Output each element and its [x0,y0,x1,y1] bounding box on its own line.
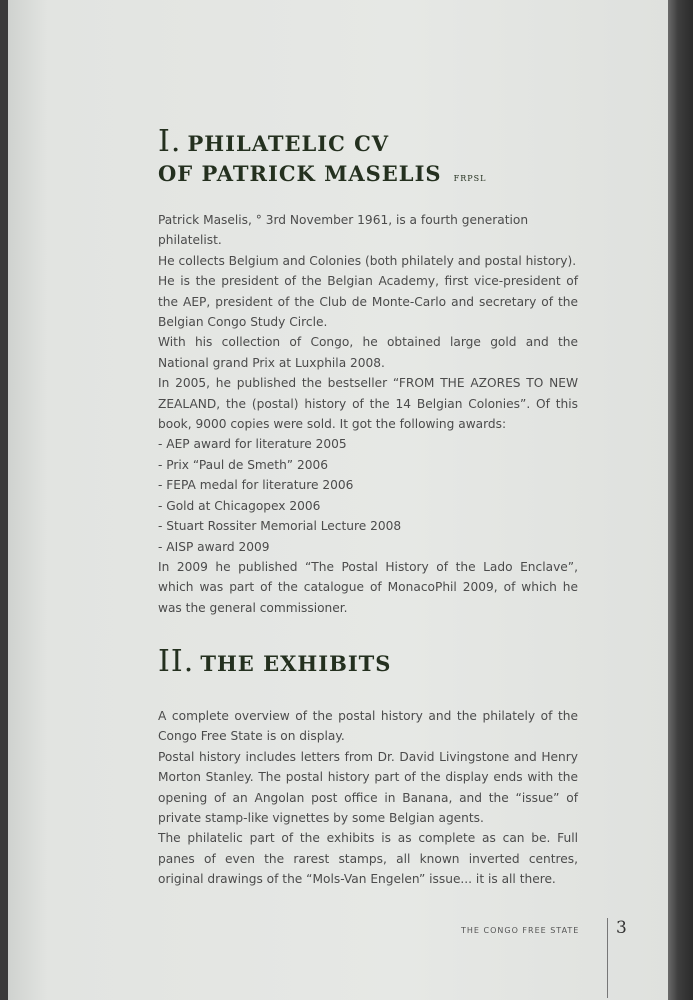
award-item: - Prix “Paul de Smeth” 2006 [158,457,329,472]
paragraph: He collects Belgium and Colonies (both philately and postal history). [158,253,577,268]
paragraph: In 2009 he published “The Postal History of the Lado Enclave”, which was part of the catalogue of MonacoPhil 2009, of which he was the general commissioner. [158,559,578,615]
section-1-numeral: I. [158,124,182,159]
section-2-body [158,706,578,890]
paragraph: In 2005, he published the bestseller “FROM THE AZORES TO NEW ZEALAND, the (postal) history of the 14 Belgian Colonies”. Of this book, 9000 copies were sold. It got the following awards: [158,376,578,432]
paragraph: Postal history includes letters from Dr. David Livingstone and Henry Morton Stanley. The postal history part of the display ends with the opening of an Angolan post office in Banana, and the “issue” of private stamp-like vignettes by some Belgian agents. [158,749,578,826]
title-suffix: FRPSL [453,174,487,183]
section-2-title: THE EXHIBITS [200,651,392,676]
award-item: - Gold at Chicagopex 2006 [158,498,321,513]
section-1-body [158,210,578,618]
section-2-heading [158,644,578,680]
award-item: - FEPA medal for literature 2006 [158,478,354,493]
paragraph: The philatelic part of the exhibits is as complete as can be. Full panes of even the rarest stamps, all known inverted centres, original drawings of the “Mols-Van Engelen” issue... it is all there. [158,831,578,887]
page-number: 3 [616,918,627,938]
running-footer: THE CONGO FREE STATE [461,926,580,935]
paragraph: He is the president of the Belgian Academy, first vice-president of the AEP, president of the Club de Monte-Carlo and secretary of the Belgian Congo Study Circle. [158,274,578,330]
section-1-title-line-2: OF PATRICK MASELIS [158,161,442,186]
paragraph: Patrick Maselis, ° 3rd November 1961, is a fourth generation philatelist. [158,213,529,248]
award-item: - AISP award 2009 [158,539,270,554]
book-spine-shadow [668,0,693,1000]
paragraph: With his collection of Congo, he obtained large gold and the National grand Prix at Luxphila 2008. [158,335,578,370]
paragraph: A complete overview of the postal history and the philately of the Congo Free State is on display. [158,709,578,744]
footer-divider [607,918,608,998]
section-1-heading [158,124,578,193]
section-1-title-line-1: PHILATELIC CV [187,131,390,156]
section-2-numeral: II. [158,644,195,679]
award-item: - Stuart Rossiter Memorial Lecture 2008 [158,519,402,534]
document-page [8,0,668,1000]
award-item: - AEP award for literature 2005 [158,437,347,452]
